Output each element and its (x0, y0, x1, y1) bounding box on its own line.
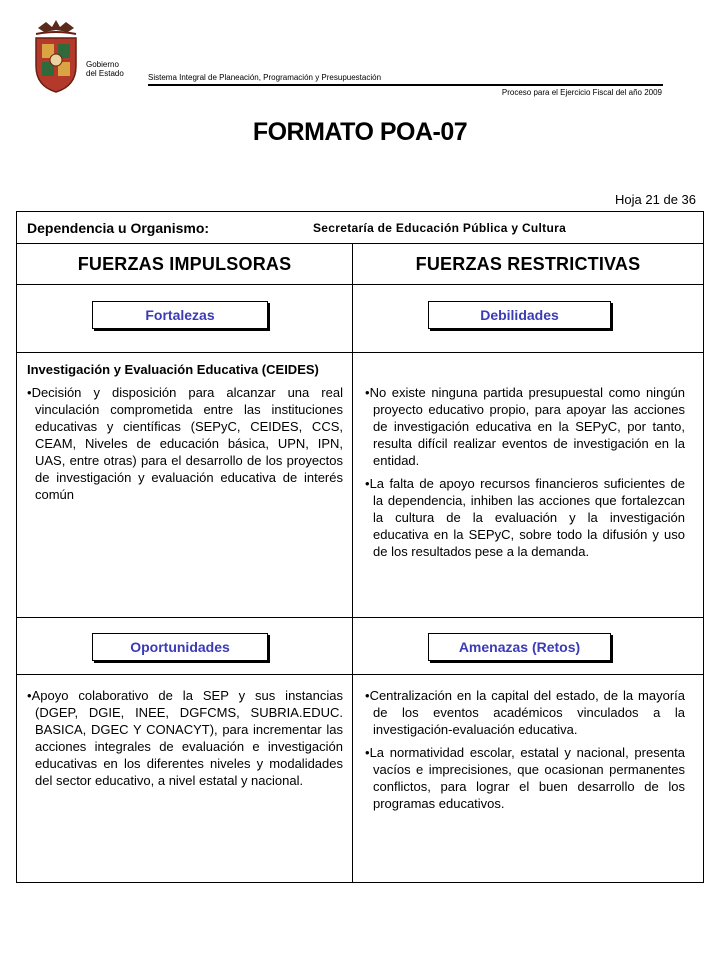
system-name: Sistema Integral de Planeación, Programación y Presupuestación (148, 73, 382, 82)
amenazas-cell (353, 675, 703, 882)
amenazas-label-cell (353, 618, 703, 674)
header-divider (148, 84, 663, 86)
fuerzas-restrictivas-heading: FUERZAS RESTRICTIVAS (415, 254, 641, 274)
fortalezas-cell (17, 353, 353, 617)
page-title: FORMATO POA-07 (252, 118, 468, 146)
label-row-2 (17, 618, 703, 675)
fiscal-process: Proceso para el Ejercicio Fiscal del año 2009 (501, 88, 662, 97)
amenazas-item: • Centralización en la capital del estado, de la mayoría de los eventos académicos vinculados a la investigación-evaluación educativa. (365, 687, 685, 738)
forces-right-cell (353, 244, 703, 284)
dependencia-value: Secretaría de Educación Pública y Cultura (313, 221, 567, 235)
text-row-2 (17, 675, 703, 882)
amenazas-text (365, 687, 685, 818)
forces-header-row (17, 244, 703, 285)
oportunidades-item: • Apoyo colaborativo de la SEP y sus instancias (DGEP, DGIE, INEE, DGFCMS, SUBRIA.EDUC. BASICA, DGEC Y CONACYT), para incrementar las acciones integrales de evaluación e investigación educativas en los diferentes niveles y modalidades del sector educativo, a nivel estatal y nacional. (27, 687, 343, 789)
page-number: Hoja 21 de 36 (615, 192, 696, 207)
debilidades-cell (353, 353, 703, 617)
fortalezas-item: • Decisión y disposición para alcanzar una real vinculación comprometida entre las instituciones educativas y científicas (SEPyC, CEIDES, CCS, CEAM, Niveles de educación básica, UPN, IPN, UAS, entre otras) para el desarrollo de los proyectos de investigación y evaluación educativa de interés común (27, 384, 343, 503)
fortalezas-heading: Investigación y Evaluación Educativa (CEIDES) (27, 362, 319, 377)
debilidades-label: Debilidades (428, 301, 611, 329)
gobierno-text: Gobierno (86, 60, 119, 69)
fortalezas-label: Fortalezas (92, 301, 268, 329)
oportunidades-text (27, 687, 343, 795)
oportunidades-label: Oportunidades (92, 633, 268, 661)
fuerzas-impulsoras-heading: FUERZAS IMPULSORAS (77, 254, 292, 274)
fortalezas-text (27, 361, 343, 509)
label-row-1 (17, 285, 703, 353)
del-estado-text: del Estado (86, 69, 124, 78)
debilidades-text (365, 384, 685, 566)
page-header (0, 0, 720, 110)
fortalezas-label-cell (17, 285, 353, 352)
oportunidades-label-cell (17, 618, 353, 674)
debilidades-item: • La falta de apoyo recursos financieros suficientes de la dependencia, inhiben las acciones que fortalezcan la cultura de la evaluación y la investigación educativa en la SEPyC, sobre todo la difusión y uso de los resultados pese a la demanda. (365, 475, 685, 560)
state-seal-icon (32, 18, 80, 94)
poa-table (16, 211, 704, 883)
government-label (86, 60, 124, 78)
amenazas-item: • La normatividad escolar, estatal y nacional, presenta vacíos e imprecisiones, que ocasionan permanentes conflictos, para lograr el buen desarrollo de los programas educativos. (365, 744, 685, 812)
dependencia-label: Dependencia u Organismo: (27, 220, 210, 236)
debilidades-item: • No existe ninguna partida presupuestal como ningún proyecto educativo propio, para apoyar las acciones de investigación educativa en la SEPyC, por tanto, resulta difícil realizar eventos de investigación en la entidad. (365, 384, 685, 469)
dependencia-row (17, 212, 703, 244)
text-row-1 (17, 353, 703, 618)
forces-left-cell (17, 244, 353, 284)
oportunidades-cell (17, 675, 353, 882)
amenazas-label: Amenazas (Retos) (428, 633, 611, 661)
debilidades-label-cell (353, 285, 703, 352)
